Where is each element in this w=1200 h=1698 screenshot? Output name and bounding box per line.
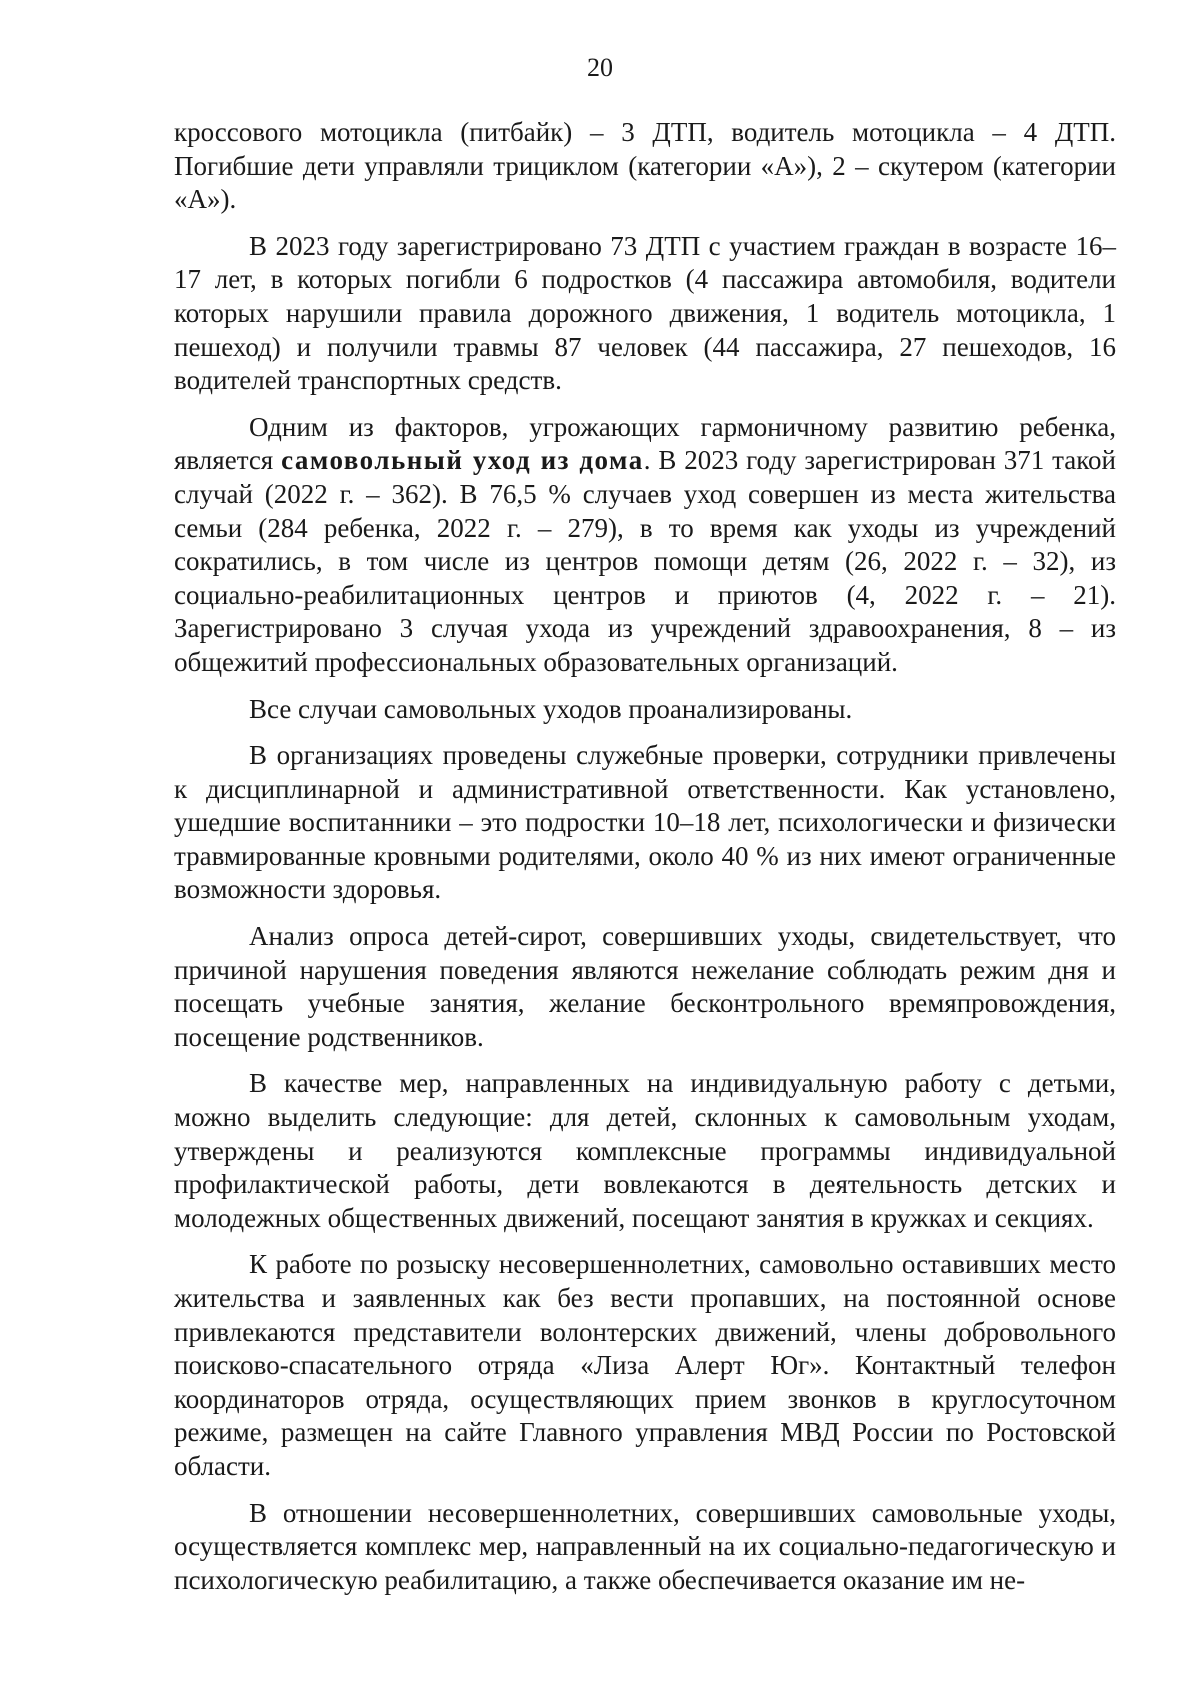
paragraph-3-start: Одним из факторов, угрожающих гармоничному развитию ребенка, является: [174, 411, 1116, 476]
paragraph-4: Все случаи самовольных уходов проанализированы.: [249, 693, 853, 724]
body-text: [174, 116, 1116, 1610]
paragraph-1: кроссового мотоцикла (питбайк) – 3 ДТП, водитель мотоцикла – 4 ДТП. Погибшие дети управляли трициклом (категории «А»), 2 – скутером (категории «А»).: [174, 117, 1116, 215]
paragraph-6: Анализ опроса детей-сирот, совершивших уходы, свидетельствует, что причиной нарушения поведения являются нежелание соблюдать режим дня и посещать учебные занятия, желание бесконтрольного времяпровождения, посещение родственников.: [174, 921, 1116, 1052]
paragraph-2: В 2023 году зарегистрировано 73 ДТП с участием граждан в возрасте 16–17 лет, в которых погибли 6 подростков (4 пассажира автомобиля, водители которых нарушили правила дорожного движения, 1 водитель мотоцикла, 1 пешеход) и получили травмы 87 человек (44 пассажира, 27 пешеходов, 16 водителей транспортных средств.: [174, 230, 1116, 396]
page-number: 20: [587, 53, 613, 82]
paragraph-3-end: . В 2023 году зарегистрирован 371 такой случай (2022 г. – 362). В 76,5 % случаев уход совершен из места жительства семьи (284 ребенка, 2022 г. – 279), в то время как уходы из учреждений сократились, в том числе из центров помощи детям (26, 2022 г. – 32), из социально-реабилитационных центров и приютов (4, 2022 г. – 21). Зарегистрировано 3 случая ухода из учреждений здравоохранения, 8 – из общежитий профессиональных образовательных организаций.: [174, 445, 1116, 677]
paragraph-9: В отношении несовершеннолетних, совершивших самовольные уходы, осуществляется комплекс мер, направленный на их социально-педагогическую и психологическую реабилитацию, а также обеспечивается оказание им не-: [174, 1497, 1116, 1595]
paragraph-3: [174, 411, 1116, 680]
paragraph-5: В организациях проведены служебные проверки, сотрудники привлечены к дисциплинарной и административной ответственности. Как установлено, ушедшие воспитанники – это подростки 10–18 лет, психологически и физически травмированные кровными родителями, около 40 % из них имеют ограниченные возможности здоровья.: [174, 740, 1116, 905]
paragraph-3-emphasis: самовольный уход из дома: [281, 445, 644, 476]
paragraph-7: В качестве мер, направленных на индивидуальную работу с детьми, можно выделить следующие: для детей, склонных к самовольным уходам, утверждены и реализуются комплексные программы индивидуальной профилактической работы, дети вовлекаются в деятельность детских и молодежных общественных движений, посещают занятия в кружках и секциях.: [174, 1068, 1116, 1233]
paragraph-8: К работе по розыску несовершеннолетних, самовольно оставивших место жительства и заявленных как без вести пропавших, на постоянной основе привлекаются представители волонтерских движений, члены добровольного поисково-спасательного отряда «Лиза Алерт Юг». Контактный телефон координаторов отряда, осуществляющих прием звонков в круглосуточном режиме, размещен на сайте Главного управления МВД России по Ростовской области.: [174, 1249, 1116, 1481]
